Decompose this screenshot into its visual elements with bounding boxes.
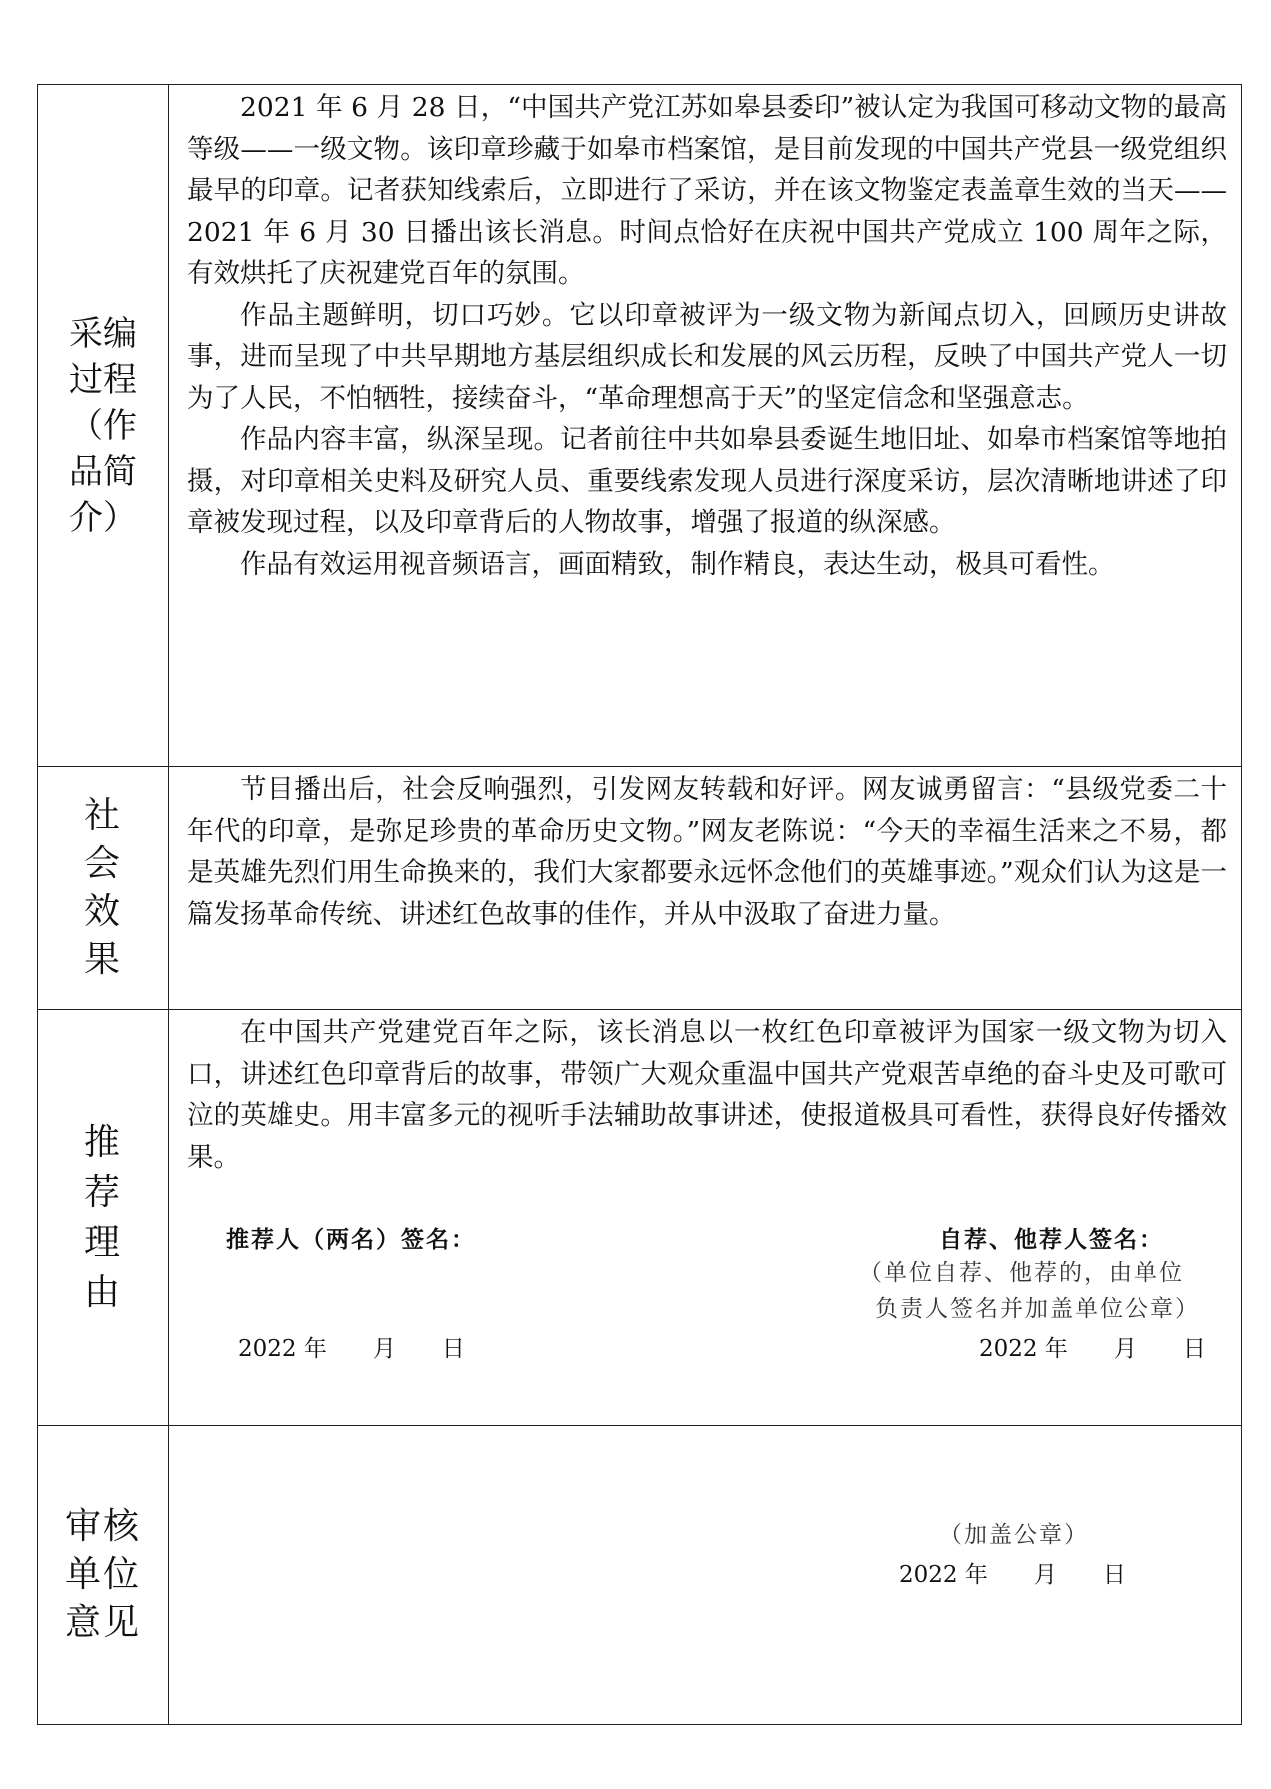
row-recommend <box>38 1010 1242 1426</box>
content-review <box>169 1426 1242 1725</box>
review-stamp-note: （加盖公章） <box>939 1522 1089 1548</box>
content-recommend <box>169 1010 1242 1426</box>
process-paragraph-1: 2021 年 6 月 28 日，“中国共产党江苏如皋县委印”被认定为我国可移动文物的最高等级——一级文物。该印章珍藏于如皋市档案馆，是目前发现的中国共产党县一级党组织最早的印章。记者获知线索后，立即进行了采访，并在该文物鉴定表盖章生效的当天——2021 年 6 月 30 日播出该长消息。时间点恰好在庆祝中国共产党成立 100 周年之际，有效烘托了庆祝建党百年的氛围。 <box>187 92 1227 289</box>
label-review: 审核单位意见 <box>65 1506 142 1643</box>
process-paragraph-3: 作品内容丰富，纵深呈现。记者前往中共如皋县委诞生地旧址、如皋市档案馆等地拍摄，对印章相关史料及研究人员、重要线索发现人员进行深度采访，层次清晰地讲述了印章被发现过程，以及印章背后的人物故事，增强了报道的纵深感。 <box>187 424 1227 538</box>
label-cell-review <box>38 1426 169 1725</box>
label-effect: 社会效果 <box>83 795 122 980</box>
left-signature-date: 2022 年 月 日 <box>238 1336 465 1362</box>
process-paragraph-2: 作品主题鲜明，切口巧妙。它以印章被评为一级文物为新闻点切入，回顾历史讲故事，进而呈现了中共早期地方基层组织成长和发展的风云历程，反映了中国共产党人一切为了人民，不怕牺牲，接续奋斗，“革命理想高于天”的坚定信念和坚强意志。 <box>187 299 1227 414</box>
review-date: 2022 年 月 日 <box>899 1562 1126 1588</box>
row-process <box>38 85 1242 767</box>
label-recommend: 推荐理由 <box>83 1121 122 1313</box>
form-table <box>37 84 1242 1725</box>
right-signature-note-1: （单位自荐、他荐的，由单位 <box>859 1260 1184 1286</box>
row-review <box>38 1426 1242 1725</box>
right-signature-date: 2022 年 月 日 <box>979 1336 1206 1362</box>
effect-paragraph-1: 节目播出后，社会反响强烈，引发网友转载和好评。网友诚勇留言：“县级党委二十年代的印章，是弥足珍贵的革命历史文物。”网友老陈说：“今天的幸福生活来之不易，都是英雄先烈们用生命换来的，我们大家都要永远怀念他们的英雄事迹。”观众们认为这是一篇发扬革命传统、讲述红色故事的佳作，并从中汲取了奋进力量。 <box>187 774 1227 930</box>
label-cell-effect <box>38 767 169 1010</box>
right-signature-label: 自荐、他荐人签名： <box>939 1226 1164 1253</box>
label-process: 采编过程（作品简介） <box>69 313 137 538</box>
label-cell-recommend <box>38 1010 169 1426</box>
recommend-paragraph-1: 在中国共产党建党百年之际，该长消息以一枚红色印章被评为国家一级文物为切入口，讲述红色印章背后的故事，带领广大观众重温中国共产党艰苦卓绝的奋斗史及可歌可泣的英雄史。用丰富多元的视听手法辅助故事讲述，使报道极具可看性，获得良好传播效果。 <box>187 1017 1227 1173</box>
content-process <box>169 85 1242 767</box>
row-effect <box>38 767 1242 1010</box>
right-signature-note-2: 负责人签名并加盖单位公章） <box>875 1296 1200 1322</box>
process-paragraph-4: 作品有效运用视音频语言，画面精致，制作精良，表达生动，极具可看性。 <box>240 548 1115 580</box>
left-signature-label: 推荐人（两名）签名： <box>226 1226 476 1253</box>
label-cell-process <box>38 85 169 767</box>
content-effect <box>169 767 1242 1010</box>
